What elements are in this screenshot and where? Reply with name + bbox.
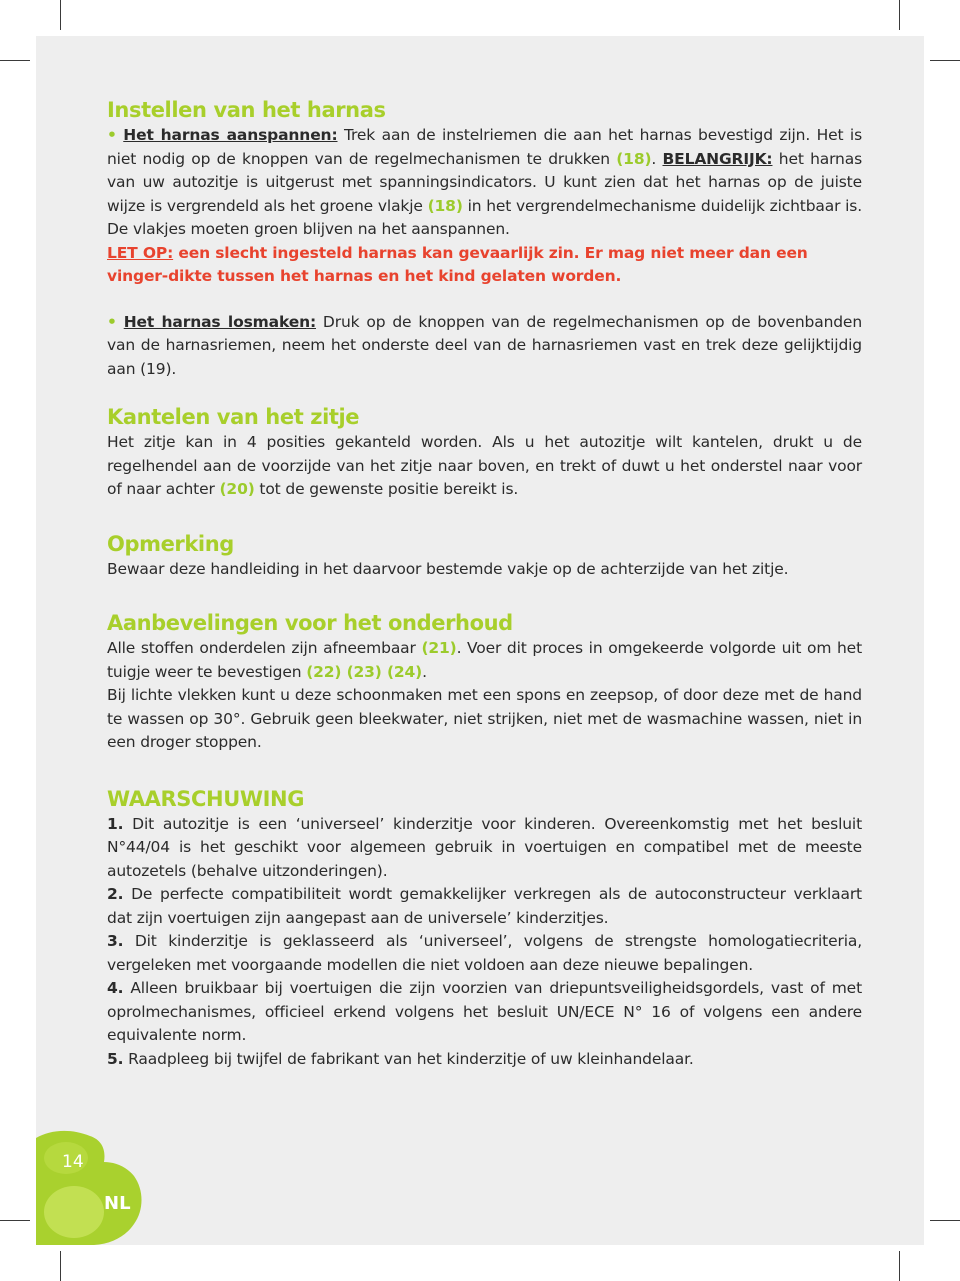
item-number: 2. [107,885,124,903]
text: in het vergrendelmechanisme duidelijk zichtbaar is. De vlakjes moeten groen blijven na het aanspannen. [107,196,862,238]
text: Trek aan de instelriemen die aan het harnas bevestigd zijn. Het is niet nodig op de knoppen van de regelmechanismen te drukken [107,126,863,168]
bullet-icon: • [107,126,117,144]
text: Alleen bruikbaar bij voertuigen die zijn voorzien van driepuntsveiligheidsgordels, vast of met oprolmechanismes, officieel erkend volgens het besluit UN/ECE N° 16 of volgens een andere equivalente norm. [107,979,862,1044]
heading-onderhoud: Aanbevelingen voor het onderhoud [107,611,513,635]
warning-item [107,977,862,1048]
language-badge: NL [104,1193,131,1214]
text: . Voer dit proces in omgekeerde volgorde uit om het tuigje weer te bevestigen [107,639,862,681]
paragraph-kantelen [107,431,862,502]
crop-mark-bottom-left-h [0,1220,30,1221]
figure-ref: (21) [421,639,457,657]
warning-item [107,930,862,977]
text: . [651,149,663,168]
paragraph-opmerking: Bewaar deze handleiding in het daarvoor bestemde vakje op de achterzijde van het zitje. [107,559,789,578]
heading-harnas: Instellen van het harnas [107,98,386,122]
crop-mark-top-left-h [0,60,30,61]
figure-ref: (20) [219,480,255,498]
paragraph-aanspannen [107,124,862,242]
warning-item [107,883,862,930]
text: het harnas van uw autozitje is uitgerust met spanningsindicators. U kunt zien dat het harnas op de juiste wijze is vergrendeld als het groene vlakje [107,149,862,215]
crop-mark-top-left-v [60,0,61,30]
text: Het zitje kan in 4 posities gekanteld worden. Als u het autozitje wilt kantelen, drukt u de regelhendel aan de voorzijde van het zitje naar boven, en trekt of duwt u het onderstel naar voor of naar achter [107,433,862,498]
label-aanspannen: Het harnas aanspannen: [123,126,338,144]
text: . [422,662,427,681]
text: een slecht ingesteld harnas kan gevaarlijk zin. Er mag niet meer dan een vinger-dikte tussen het harnas en het kind gelaten worden. [107,243,808,285]
paragraph-onderhoud-2: Bij lichte vlekken kunt u deze schoonmaken met een spons en zeepsop, of door deze met de hand te wassen op 30°. Gebruik geen bleekwater, niet strijken, niet met de wasmachine wassen, niet in een droger stoppen. [107,686,862,751]
crop-mark-bottom-right-v [899,1251,900,1281]
item-number: 1. [107,814,124,833]
label-losmaken: Het harnas losmaken: [123,312,316,331]
text: Alle stoffen onderdelen zijn afneembaar [107,639,422,657]
text: tot de gewenste positie bereikt is. [254,480,519,498]
label-belangrijk: BELANGRIJK: [662,149,773,168]
item-number: 4. [107,979,124,997]
heading-kantelen: Kantelen van het zitje [107,405,360,429]
crop-mark-bottom-left-v [60,1251,61,1281]
item-number: 5. [107,1049,124,1068]
text: De perfecte compatibiliteit wordt gemakkelijker verkregen als de autoconstructeur verklaart dat zijn voertuigen zijn aangepast aan de universele’ kinderzitjes. [107,885,862,927]
crop-mark-bottom-right-h [930,1220,960,1221]
paragraph-onderhoud-1 [107,637,862,684]
text: Dit kinderzitje is geklasseerd als ‘universeel’, volgens de strengste homologatiecriteria, vergeleken met voorgaande modellen die niet voldoen aan deze nieuwe bepalingen. [107,932,862,974]
warning-paragraph [107,242,862,289]
paragraph-losmaken [107,311,862,382]
page-number: 14 [62,1152,84,1172]
warning-item [107,813,862,884]
text: Druk op de knoppen van de regelmechanismen op de bovenbanden van de harnasriemen, neem het onderste deel van de harnasriemen vast en trek deze gelijktijdig aan (19). [107,312,862,378]
crop-mark-top-right-v [899,0,900,30]
figure-ref: (18) [427,196,463,215]
label-let-op: LET OP: [107,243,174,262]
bullet-icon: • [107,312,117,331]
page-tab-shape [36,1128,146,1245]
text: Dit autozitje is een ‘universeel’ kinderzitje voor kinderen. Overeenkomstig met het besluit N°44/04 is het geschikt voor algemeen gebruik in voertuigen en compatibel met de meeste autozetels (behalve uitzonderingen). [107,814,862,880]
crop-mark-top-right-h [930,60,960,61]
warning-item [107,1048,862,1072]
page-content [107,96,862,1071]
figure-ref: (22) (23) (24) [306,662,423,681]
heading-waarschuwing: WAARSCHUWING [107,786,305,811]
figure-ref: (18) [616,149,652,168]
text: Raadpleeg bij twijfel de fabrikant van het kinderzitje of uw kleinhandelaar. [123,1049,694,1068]
item-number: 3. [107,932,124,950]
heading-opmerking: Opmerking [107,531,234,556]
